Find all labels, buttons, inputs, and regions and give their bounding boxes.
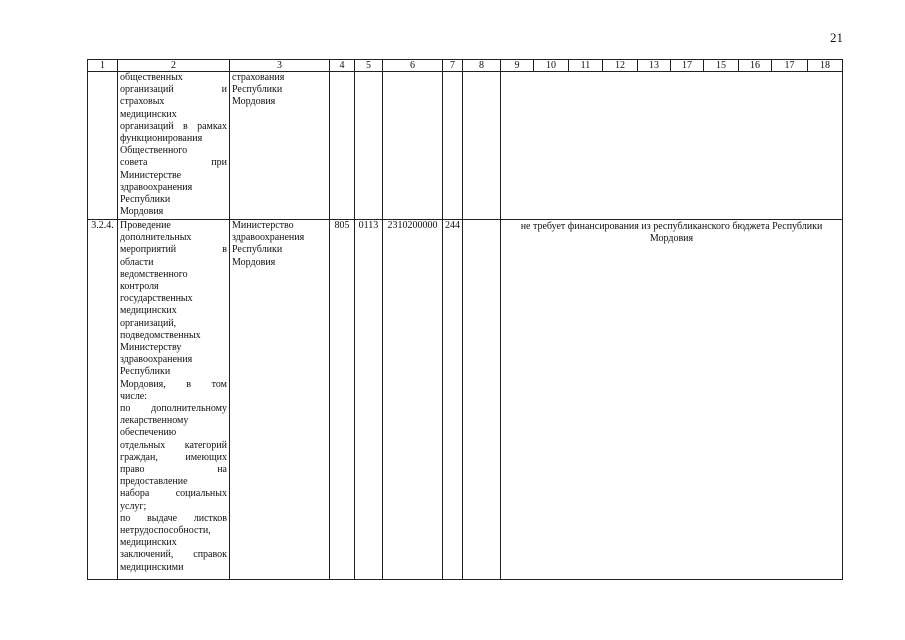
- funding-cell: [501, 72, 843, 220]
- text-line: граждан, имеющих: [120, 451, 227, 463]
- expense-type-cell: 244: [443, 220, 463, 580]
- header-cell: 2: [118, 60, 230, 72]
- text-line: ведомственного: [120, 268, 188, 280]
- text-line: Проведение: [120, 220, 171, 231]
- text-line: медицинских: [120, 108, 177, 120]
- text-line: Министерство: [232, 220, 294, 231]
- text-line: медицинскими: [120, 561, 184, 573]
- text-line: Мордовия, в том: [120, 378, 227, 390]
- text-line: контроля: [120, 281, 159, 293]
- header-cell: 17: [671, 60, 704, 72]
- text-line: предоставление: [120, 476, 188, 488]
- text-line: услуг;: [120, 500, 147, 512]
- program-table: [87, 59, 843, 580]
- text-line: Мордовия: [120, 206, 164, 218]
- row-number-cell: 3.2.4.: [88, 220, 118, 580]
- text-line: общественных: [120, 72, 183, 83]
- text-line: Министерству: [120, 342, 182, 354]
- text-line: дополнительных: [120, 232, 192, 244]
- text-line: мероприятий в: [120, 244, 227, 256]
- text-line: Республики: [120, 194, 171, 206]
- text-line: государственных: [120, 293, 193, 305]
- text-line: Республики: [120, 366, 171, 378]
- text-line: совета при: [120, 157, 227, 169]
- text-line: Мордовия: [232, 96, 276, 108]
- header-cell: 7: [443, 60, 463, 72]
- text-line: организаций в рамках: [120, 120, 227, 132]
- header-cell: 11: [569, 60, 603, 72]
- text-line: страхования: [232, 72, 285, 83]
- text-line: медицинских: [120, 537, 177, 549]
- table-row: [88, 220, 843, 580]
- header-cell: 6: [383, 60, 443, 72]
- text-line: Республики: [232, 244, 283, 256]
- target-article-cell: 2310200000: [383, 220, 443, 580]
- text-line: области: [120, 256, 154, 268]
- text-line: здравоохранения: [120, 181, 193, 193]
- text-line: Министерстве: [120, 169, 182, 181]
- column-number-row: [88, 60, 843, 72]
- text-line: здравоохранения: [232, 232, 305, 244]
- text-line: Мордовия: [232, 256, 276, 268]
- ministry-code-cell: 805: [330, 220, 355, 580]
- text-line: здравоохранения: [120, 354, 193, 366]
- text-line: функционирования: [120, 133, 203, 145]
- header-cell: 18: [808, 60, 843, 72]
- text-line: по выдаче листков: [120, 512, 227, 524]
- header-cell: 4: [330, 60, 355, 72]
- header-cell: 9: [501, 60, 534, 72]
- text-line: обеспечению: [120, 427, 177, 439]
- activity-cell: [118, 72, 230, 220]
- text-line: организаций и: [120, 84, 227, 96]
- section-code-cell: 0113: [355, 220, 383, 580]
- funding-note: не требует финансирования из республиканского бюджета Республики Мордовия: [501, 220, 843, 580]
- text-line: нетрудоспособности,: [120, 525, 211, 537]
- text-line: лекарственному: [120, 415, 189, 427]
- header-cell: 3: [230, 60, 330, 72]
- header-cell: 1: [88, 60, 118, 72]
- text-line: организаций,: [120, 317, 177, 329]
- header-cell: 15: [704, 60, 739, 72]
- text-line: по дополнительному: [120, 403, 227, 415]
- executor-cell: [230, 220, 330, 580]
- text-line: набора социальных: [120, 488, 227, 500]
- text-line: страховых: [120, 96, 165, 108]
- executor-cell: [230, 72, 330, 220]
- text-line: Общественного: [120, 145, 188, 157]
- header-cell: 10: [534, 60, 569, 72]
- header-cell: 17: [772, 60, 808, 72]
- text-line: числе:: [120, 390, 148, 402]
- text-line: отдельных категорий: [120, 439, 227, 451]
- text-line: медицинских: [120, 305, 177, 317]
- header-cell: 16: [739, 60, 772, 72]
- row-number-cell: [88, 72, 118, 220]
- text-line: заключений, справок: [120, 549, 227, 561]
- header-cell: 8: [463, 60, 501, 72]
- header-cell: 5: [355, 60, 383, 72]
- activity-cell: [118, 220, 230, 580]
- text-line: Республики: [232, 84, 283, 96]
- header-cell: 13: [638, 60, 671, 72]
- text-line: право на: [120, 464, 227, 476]
- table-row: [88, 72, 843, 220]
- page-number: 21: [830, 30, 843, 45]
- header-cell: 12: [603, 60, 638, 72]
- text-line: подведомственных: [120, 329, 201, 341]
